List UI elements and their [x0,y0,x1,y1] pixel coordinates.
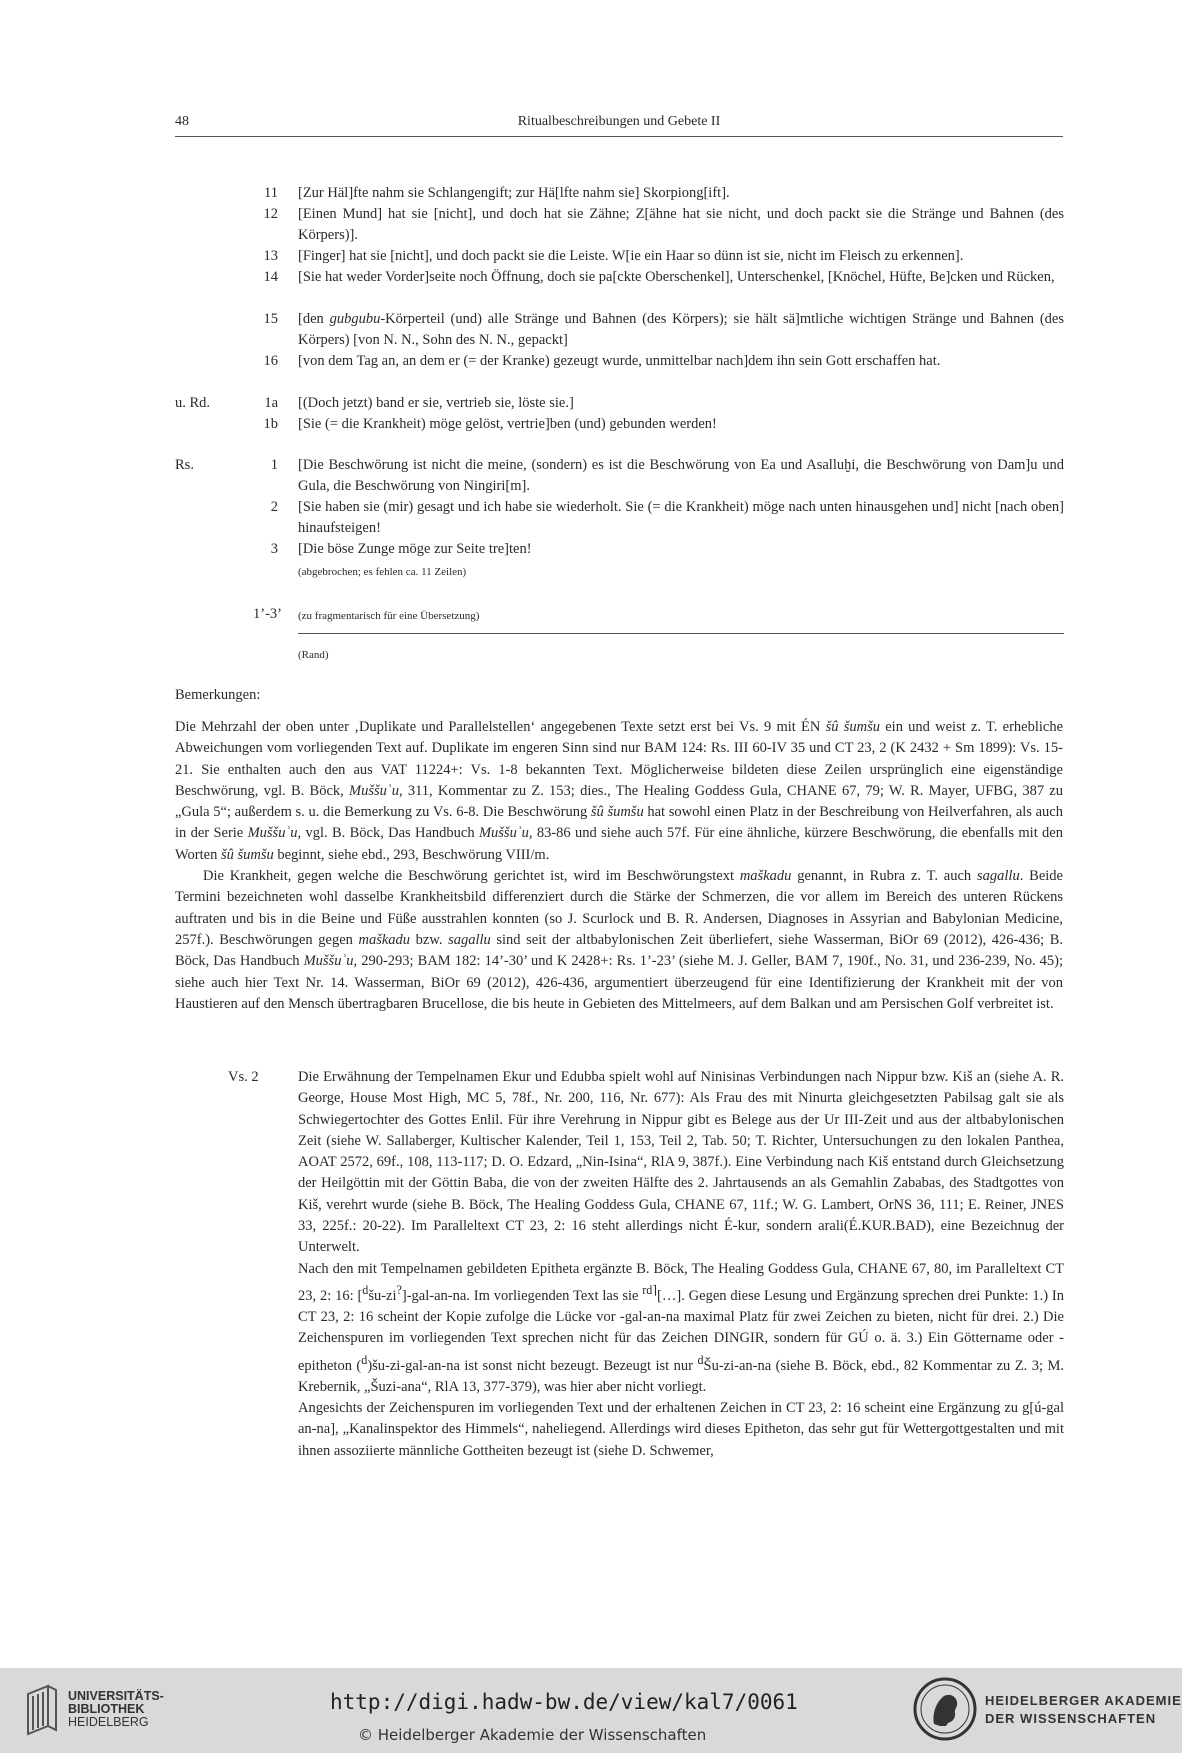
running-title: Ritualbeschreibungen und Gebete II [517,114,721,129]
line-number: 1 [270,457,278,473]
line-number: 15 [263,311,278,327]
translation-line: [Sie hat weder Vorder]seite noch Öffnung, doch sie pa[ckte Oberschenkel], Unterschenkel, [Knöchel, Hüfte, Be]cken und Rücken, [298,269,1055,285]
comment-label: Vs. 2 [228,1069,259,1085]
broken-note: (abgebrochen; es fehlen ca. 11 Zeilen) [298,566,467,578]
remarks-heading: Bemerkungen: [175,687,261,703]
academy-name: HEIDELBERGER AKADEMIE DER WISSENSCHAFTEN [985,1693,1182,1726]
translation-line: [Sie (= die Krankheit) möge gelöst, vertrie]ben (und) gebunden werden! [298,416,717,432]
translation-line: [Zur Häl]fte nahm sie Schlangengift; zur Hä[lfte nahm sie] Skorpiong[ift]. [298,185,730,201]
translation-line: [den gubgubu-Körperteil (und) alle Stränge und Bahnen (des Körpers); sie hält sä]mtliche wichtigen Stränge und Bahnen (des Körpers) [von N. N., Sohn des N. N., gepackt] [298,311,1064,348]
library-logo-icon [22,1682,62,1738]
page-number: 48 [175,114,189,129]
line-number: 14 [263,269,278,285]
permalink[interactable]: http://digi.hadw-bw.de/view/kal7/0061 [330,1690,798,1714]
academy-seal-icon [912,1676,978,1742]
section-label-reverse: Rs. [175,457,194,473]
translation-line: [Die böse Zunge möge zur Seite tre]ten! [298,541,532,557]
line-number: 2 [270,499,278,515]
line-number: 16 [263,353,278,369]
translation-line: [Finger] hat sie [nicht], und doch packt sie die Leiste. W[ie ein Haar so dünn ist sie, nicht im Fleisch zu erkennen]. [298,248,964,264]
rand-note: (Rand) [298,649,329,661]
translation-line: [(Doch jetzt) band er sie, vertrieb sie, löste sie.] [298,395,574,411]
remark-paragraph: Die Mehrzahl der oben unter ‚Duplikate und Parallelstellen‘ angegebenen Texte setzt erst bei Vs. 9 mit ÉN šû šumšu ein und weist z. T. erhebliche Abweichungen vom vorliegenden Text auf. Duplikate im engeren Sinn sind nur BAM 124: Rs. III 60-IV 35 und CT 23, 2 (K 2432 + Sm 1899): Vs. 15-21. Sie enthalten auch den aus VAT 11224+: Vs. 1-8 bekannten Text. Möglicherweise bildeten diese Zeilen ursprünglich eine eigenständige Beschwörung, vgl. B. Böck, Muššuʾu, 311, Kommentar zu Z. 153; dies., The Healing Goddess Gula, CHANE 67, 79; W. R. Mayer, UFBG, 387 zu „Gula 5“; außerdem s. u. die Bemerkung zu Vs. 6-8. Die Beschwörung šû šumšu hat sowohl einen Platz in der Beschreibung von Heilverfahren, als auch in der Serie Muššuʾu, vgl. B. Böck, Das Handbuch Muššuʾu, 83-86 und siehe auch 57f. Für eine ähnliche, kürzere Beschwörung, die ebenfalls mit den Worten šû šumšu beginnt, siehe ebd., 293, Beschwörung VIII/m. Die Krankheit, gegen welche die Beschwörung gerichtet ist, wird im Beschwörungstext maškadu genannt, in Rubra z. T. auch sagallu. Beide Termini bezeichneten wohl dasselbe Krankheitsbild differenziert durch die Stärke der Schmerzen, die vor allem im Bereich des unteren Rückens auftraten und bis in die Beine und Füße ausstrahlen konnten (so J. Scurlock und B. R. Andersen, Diagnoses in Assyrian and Babylonian Medicine, 257f.). Beschwörungen gegen maškadu bzw. sagallu sind seit der altbabylonischen Zeit überliefert, siehe Wasserman, BiOr 69 (2012), 426-436; B. Böck, Das Handbuch Muššuʾu, 290-293; BAM 182: 14’-30’ und K 2428+: Rs. 1’-23’ (siehe M. J. Geller, BAM 7, 190f., No. 31, und 236-239, No. 45); siehe auch hier Text Nr. 14. Wasserman, BiOr 69 (2012), 426-436, argumentiert überzeugend für eine Identifizierung der Krankheit mit der von Haustieren auf den Mensch übertragbaren Brucellose, die bis heute in Gebieten des Mittelmeers, auf dem Balkan und am Persischen Golf verbreitet ist. [175,719,1064,1012]
comment-body: Die Erwähnung der Tempelnamen Ekur und Edubba spielt wohl auf Ninisinas Verbindungen nach Nippur bzw. Kiš an (siehe A. R. George, House Most High, MC 5, 78f., Nr. 200, 116, Nr. 677): Als Frau des mit Ninurta gleichgesetzten Pabilsag galt sie als Schwiegertochter des Gottes Enlil. Für ihre Verehrung in Nippur gibt es Belege aus der Ur III-Zeit und aus der altbabylonischen Zeit (siehe W. Sallaberger, Kultischer Kalender, Teil 1, 153, Teil 2, Tab. 50; T. Richter, Untersuchungen zu den lokalen Panthea, AOAT 2572, 69f., 108, 113-117; D. O. Edzard, „Nin-Isina“, RlA 9, 387f.). Eine Verbindung nach Kiš entstand durch Gleichsetzung der Heilgöttin mit der Göttin Baba, die von der zweiten Hälfte des 2. Jahrtausends an als Gemahlin Zababas, des Stadtgottes von Kiš, verehrt wurde (siehe B. Böck, The Healing Goddess Gula, CHANE 67, 11f.; W. G. Lambert, OrNS 36, 111; E. Reiner, JNES 33, 225f.: 20-22). Im Paralleltext CT 23, 2: 16 steht allerdings nicht É-kur, sondern arali(É.KUR.BAD), eine Bezeichnug der Unterwelt. Nach den mit Tempelnamen gebildeten Epitheta ergänzte B. Böck, The Healing Goddess Gula, CHANE 67, 80, im Paralleltext CT 23, 2: 16: [$^d$šu-zi?]-gal-an-na. Im vorliegenden Text las sie $^{rd⌉}$[…]. Gegen diese Lesung und Ergänzung sprechen drei Punkte: 1.) In CT 23, 2: 16 scheint der Kopie zufolge die Lücke vor -gal-an-na maximal Platz für zwei Zeichen zu bieten, nicht für drei. 2.) Die Zeichenspuren im vorliegenden Text sprechen nicht für das Zeichen DINGIR, sondern für GÚ o. ä. 3.) Ein Göttername oder -epitheton ($^d$)šu-zi-gal-an-na ist sonst nicht bezeugt. Bezeugt ist nur $^d$Šu-zi-an-na (siehe B. Böck, ebd., 82 Kommentar zu Z. 3; M. Krebernik, „Šuzi-ana“, RlA 13, 377-379), was hier aber nicht vorliegt. Angesichts der Zeichenspuren im vorliegenden Text und der erhaltenen Zeichen in CT 23, 2: 16 scheint eine Ergänzung zu g[ú-gal an-na], „Kanalinspektor des Himmels“, naheliegend. Allerdings wird dieses Epitheton, das sehr gut für Wettergottgestalten und mit ihnen assoziierte männliche Gottheiten bezeugt ist (siehe D. Schwemer, [298,1069,1064,1459]
translation-line: [Einen Mund] hat sie [nicht], und doch hat sie Zähne; Z[ähne hat sie nicht, und doch packt sie die Stränge und Bahnen (des Körpers)]. [298,206,1064,243]
line-number: 1a [264,395,278,411]
section-label-edge: u. Rd. [175,395,211,411]
library-name: UNIVERSITÄTS- BIBLIOTHEK HEIDELBERG [68,1689,164,1729]
line-number: 1b [263,416,278,432]
line-number: 1’-3’ [253,606,282,622]
fragment-note: (zu fragmentarisch für eine Übersetzung) [298,610,480,622]
running-header [175,114,1063,137]
line-number: 12 [263,206,278,222]
footer-bar [0,1668,1182,1753]
line-number: 13 [263,248,278,264]
translation-line: [von dem Tag an, an dem er (= der Kranke) gezeugt wurde, unmittelbar nach]dem ihn sein Gott erschaffen hat. [298,353,941,369]
line-number: 11 [264,185,278,201]
edge-rule [298,633,1064,634]
translation-line: [Sie haben sie (mir) gesagt und ich habe sie wiederholt. Sie (= die Krankheit) möge nach unten hinausgehen und] nicht [nach oben] hinaufsteigen! [298,499,1064,536]
copyright: © Heidelberger Akademie der Wissenschaften [358,1726,707,1744]
line-number: 3 [270,541,278,557]
translation-line: [Die Beschwörung ist nicht die meine, (sondern) es ist die Beschwörung von Ea und Asalluḫi, die Beschwörung von Dam]u und Gula, die Beschwörung von Ningiri[m]. [298,457,1064,494]
